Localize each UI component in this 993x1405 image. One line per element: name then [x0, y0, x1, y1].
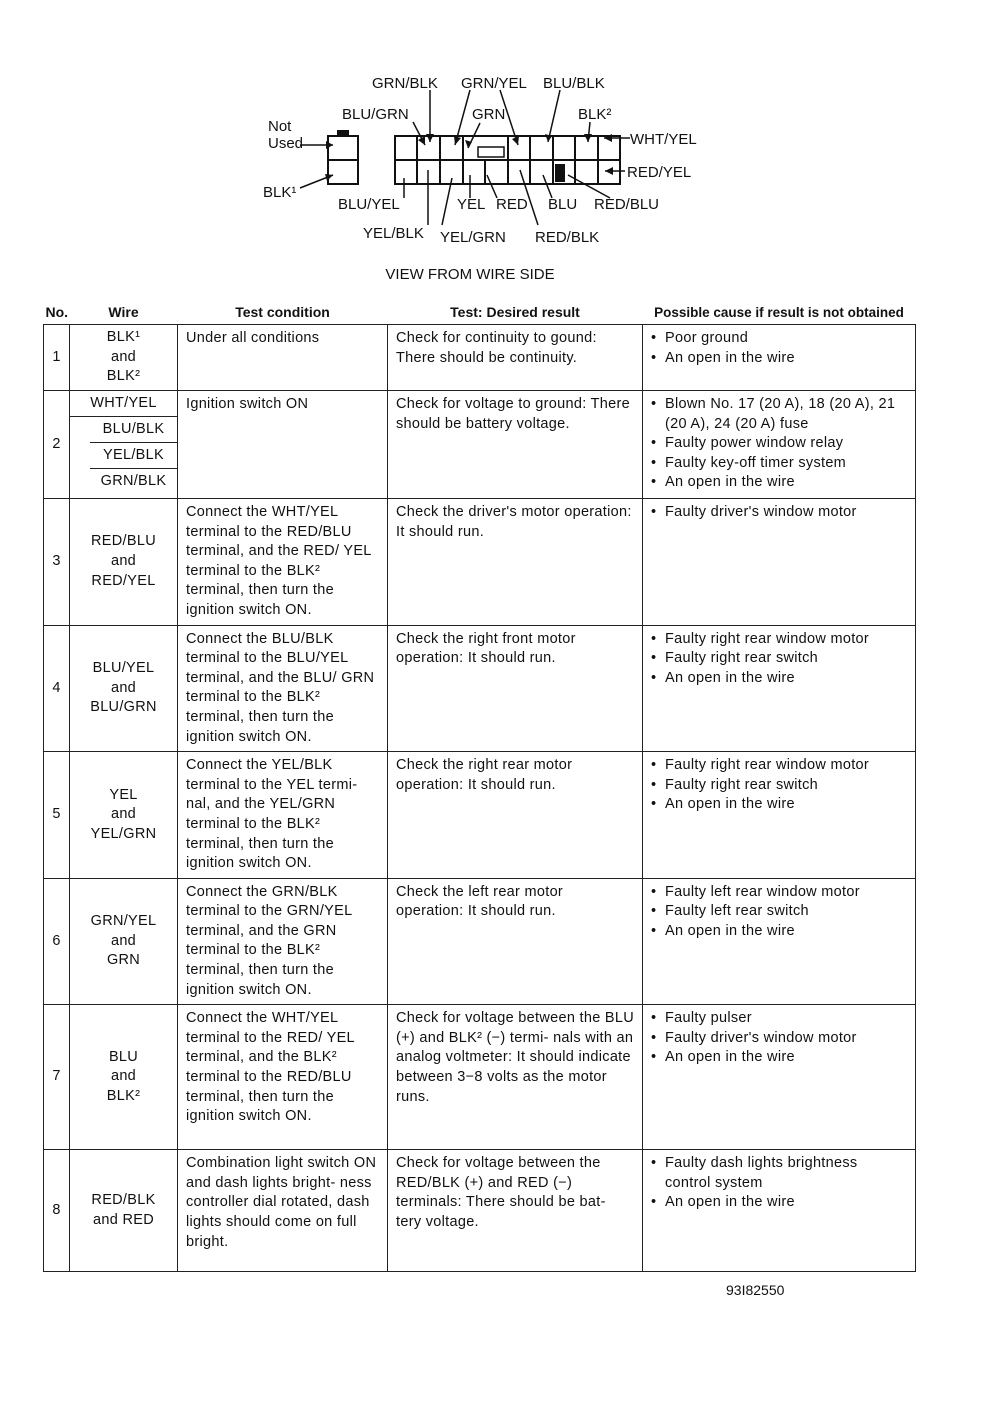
- row-number: 4: [44, 625, 70, 752]
- label-not-used-line2: Used: [268, 135, 304, 152]
- test-condition: Connect the WHT/YEL terminal to the RED/BLU terminal, and the RED/ YEL terminal to the BLK² terminal, then turn the ignition switch ON.: [178, 499, 388, 626]
- cause-list: [651, 630, 907, 689]
- cause-item: • Faulty power window relay: [651, 434, 907, 454]
- cause-item: • An open in the wire: [651, 473, 907, 493]
- label-blk2: BLK²: [578, 106, 612, 123]
- label-blu-yel: BLU/YEL: [338, 196, 400, 213]
- label-red-blk: RED/BLK: [535, 229, 600, 246]
- wire-line: BLK²: [106, 1088, 141, 1105]
- table-header-row: [44, 300, 916, 325]
- label-blu-grn: BLU/GRN: [342, 106, 409, 123]
- label-blu: BLU: [548, 196, 578, 213]
- wire-line: YEL/GRN: [90, 825, 157, 842]
- wire-line: and: [110, 806, 137, 823]
- cause-item: • Faulty right rear window motor: [651, 630, 907, 650]
- cause-item: • Faulty key-off timer system: [651, 454, 907, 474]
- cause-item: • Faulty right rear switch: [651, 649, 907, 669]
- wire-line: and: [110, 1068, 137, 1085]
- wire-line: RED/BLK: [91, 1192, 156, 1209]
- wire-line: and RED: [93, 1211, 154, 1228]
- cause-item: • Faulty pulser: [651, 1009, 907, 1029]
- possible-causes: [643, 878, 916, 1005]
- label-blk1: BLK¹: [263, 184, 297, 201]
- connector-diagram: [0, 0, 993, 260]
- cause-list: [651, 329, 907, 368]
- cause-item: • Faulty right rear window motor: [651, 756, 907, 776]
- header-cause: Possible cause if result is not obtained: [654, 304, 904, 320]
- cause-list: [651, 883, 907, 942]
- wire-line: GRN: [106, 952, 141, 969]
- cause-list: [651, 395, 907, 493]
- table-row: [44, 878, 916, 1005]
- test-condition: Connect the GRN/BLK terminal to the GRN/YEL terminal, and the GRN terminal to the BLK² terminal, then turn the ignition switch ON.: [178, 878, 388, 1005]
- cause-item: • An open in the wire: [651, 669, 907, 689]
- possible-causes: [643, 1005, 916, 1150]
- wire-line: RED/YEL: [91, 572, 156, 589]
- header-no: No.: [45, 304, 69, 320]
- cause-item: • An open in the wire: [651, 1193, 907, 1213]
- desired-result: Check for continuity to gound: There should be continuity.: [388, 325, 643, 391]
- diagram-caption: VIEW FROM WIRE SIDE: [385, 266, 555, 283]
- wire-line: RED/BLU: [91, 533, 156, 550]
- wire-line: YEL: [109, 786, 138, 803]
- wire-line: and: [110, 932, 137, 949]
- cause-item: • Faulty driver's window motor: [651, 503, 907, 523]
- label-not-used-line1: Not: [268, 118, 292, 135]
- cause-item: • Blown No. 17 (20 A), 18 (20 A), 21 (20 A), 24 (20 A) fuse: [651, 395, 907, 434]
- cause-item: • An open in the wire: [651, 795, 907, 815]
- wire-line: GRN/YEL: [90, 913, 157, 930]
- wire-line: BLK²: [106, 368, 141, 385]
- row-number: 6: [44, 878, 70, 1005]
- cause-item: • Faulty dash lights brightness control system: [651, 1154, 907, 1193]
- possible-causes: [643, 325, 916, 391]
- possible-causes: [643, 499, 916, 626]
- test-condition: Ignition switch ON: [178, 391, 388, 499]
- cause-item: • Faulty driver's window motor: [651, 1029, 907, 1049]
- possible-causes: [643, 391, 916, 499]
- cause-item: • Faulty left rear window motor: [651, 883, 907, 903]
- cause-item: • An open in the wire: [651, 349, 907, 369]
- table-row: [44, 752, 916, 879]
- wire-line: and: [110, 679, 137, 696]
- wire-cell: [70, 625, 178, 752]
- label-red-blu: RED/BLU: [594, 196, 660, 213]
- wire-item: BLU/BLK: [90, 417, 177, 443]
- desired-result: Check the right rear motor operation: It should run.: [388, 752, 643, 879]
- label-blu-blk: BLU/BLK: [543, 75, 605, 92]
- desired-result: Check the driver's motor operation: It should run.: [388, 499, 643, 626]
- label-red: RED: [496, 196, 528, 213]
- row-number: 7: [44, 1005, 70, 1150]
- small-connector: [328, 131, 358, 184]
- wire-list: [70, 391, 178, 499]
- wire-item: GRN/BLK: [100, 473, 167, 489]
- label-yel: YEL: [457, 196, 486, 213]
- header-condition: Test condition: [235, 304, 330, 320]
- row-number: 5: [44, 752, 70, 879]
- header-wire: Wire: [108, 304, 139, 320]
- row-number: 2: [44, 391, 70, 499]
- table-row: [44, 499, 916, 626]
- label-grn: GRN: [472, 106, 506, 123]
- cause-item: • Faulty right rear switch: [651, 776, 907, 796]
- wire-item: YEL/BLK: [90, 443, 177, 469]
- label-wht-yel: WHT/YEL: [630, 131, 697, 148]
- label-grn-yel: GRN/YEL: [461, 75, 527, 92]
- table-row: [44, 1005, 916, 1150]
- desired-result: Check for voltage to ground: There should be battery voltage.: [388, 391, 643, 499]
- table-row: [44, 391, 916, 499]
- desired-result: Check for voltage between the BLU (+) and BLK² (−) termi- nals with an analog voltmeter: It should indicate between 3−8 volts as the motor runs.: [388, 1005, 643, 1150]
- test-condition: Connect the BLU/BLK terminal to the BLU/YEL terminal, and the BLU/ GRN terminal to the BLK² terminal, then turn the ignition switch ON.: [178, 625, 388, 752]
- wire-cell: [70, 752, 178, 879]
- label-red-yel: RED/YEL: [627, 164, 692, 181]
- cause-item: • Poor ground: [651, 329, 907, 349]
- cause-item: • Faulty left rear switch: [651, 902, 907, 922]
- wire-line: BLU: [108, 1048, 139, 1065]
- wire-line: and: [110, 348, 137, 365]
- figure-code: 93I82550: [726, 1282, 785, 1298]
- possible-causes: [643, 625, 916, 752]
- test-condition: Under all conditions: [178, 325, 388, 391]
- wire-cell: [70, 325, 178, 391]
- wire-cell: [70, 499, 178, 626]
- troubleshooting-table: [43, 300, 916, 1272]
- arrow-heads: [325, 134, 613, 181]
- wire-line: BLU/GRN: [90, 699, 157, 716]
- cause-item: • An open in the wire: [651, 1048, 907, 1068]
- cause-item: • An open in the wire: [651, 922, 907, 942]
- label-yel-blk: YEL/BLK: [363, 225, 424, 242]
- possible-causes: [643, 1150, 916, 1272]
- wire-cell: [70, 1150, 178, 1272]
- cause-list: [651, 756, 907, 815]
- table-row: [44, 625, 916, 752]
- cause-list: [651, 503, 907, 523]
- cause-list: [651, 1009, 907, 1068]
- desired-result: Check the left rear motor operation: It should run.: [388, 878, 643, 1005]
- row-number: 1: [44, 325, 70, 391]
- wire-cell: [70, 1005, 178, 1150]
- wire-line: and: [110, 552, 137, 569]
- wire-cell: [70, 878, 178, 1005]
- possible-causes: [643, 752, 916, 879]
- wire-line: BLU/YEL: [92, 659, 155, 676]
- table-row: [44, 1150, 916, 1272]
- label-grn-blk: GRN/BLK: [372, 75, 438, 92]
- row-number: 8: [44, 1150, 70, 1272]
- row-number: 3: [44, 499, 70, 626]
- header-result: Test: Desired result: [450, 304, 580, 320]
- test-condition: Connect the YEL/BLK terminal to the YEL termi- nal, and the YEL/GRN terminal to the BLK² terminal, then turn the ignition switch ON.: [178, 752, 388, 879]
- table-body: [44, 325, 916, 1272]
- wire-item: WHT/YEL: [70, 391, 177, 417]
- cause-list: [651, 1154, 907, 1213]
- desired-result: Check the right front motor operation: It should run.: [388, 625, 643, 752]
- table-row: [44, 325, 916, 391]
- wire-line: BLK¹: [106, 329, 141, 346]
- test-condition: Combination light switch ON and dash lights bright- ness controller dial rotated, dash lights should come on full bright.: [178, 1150, 388, 1272]
- label-yel-grn: YEL/GRN: [440, 229, 506, 246]
- test-condition: Connect the WHT/YEL terminal to the RED/ YEL terminal, and the BLK² terminal to the RED/BLU terminal, then turn the ignition switch ON.: [178, 1005, 388, 1150]
- desired-result: Check for voltage between the RED/BLK (+) and RED (−) terminals: There should be bat- tery voltage.: [388, 1150, 643, 1272]
